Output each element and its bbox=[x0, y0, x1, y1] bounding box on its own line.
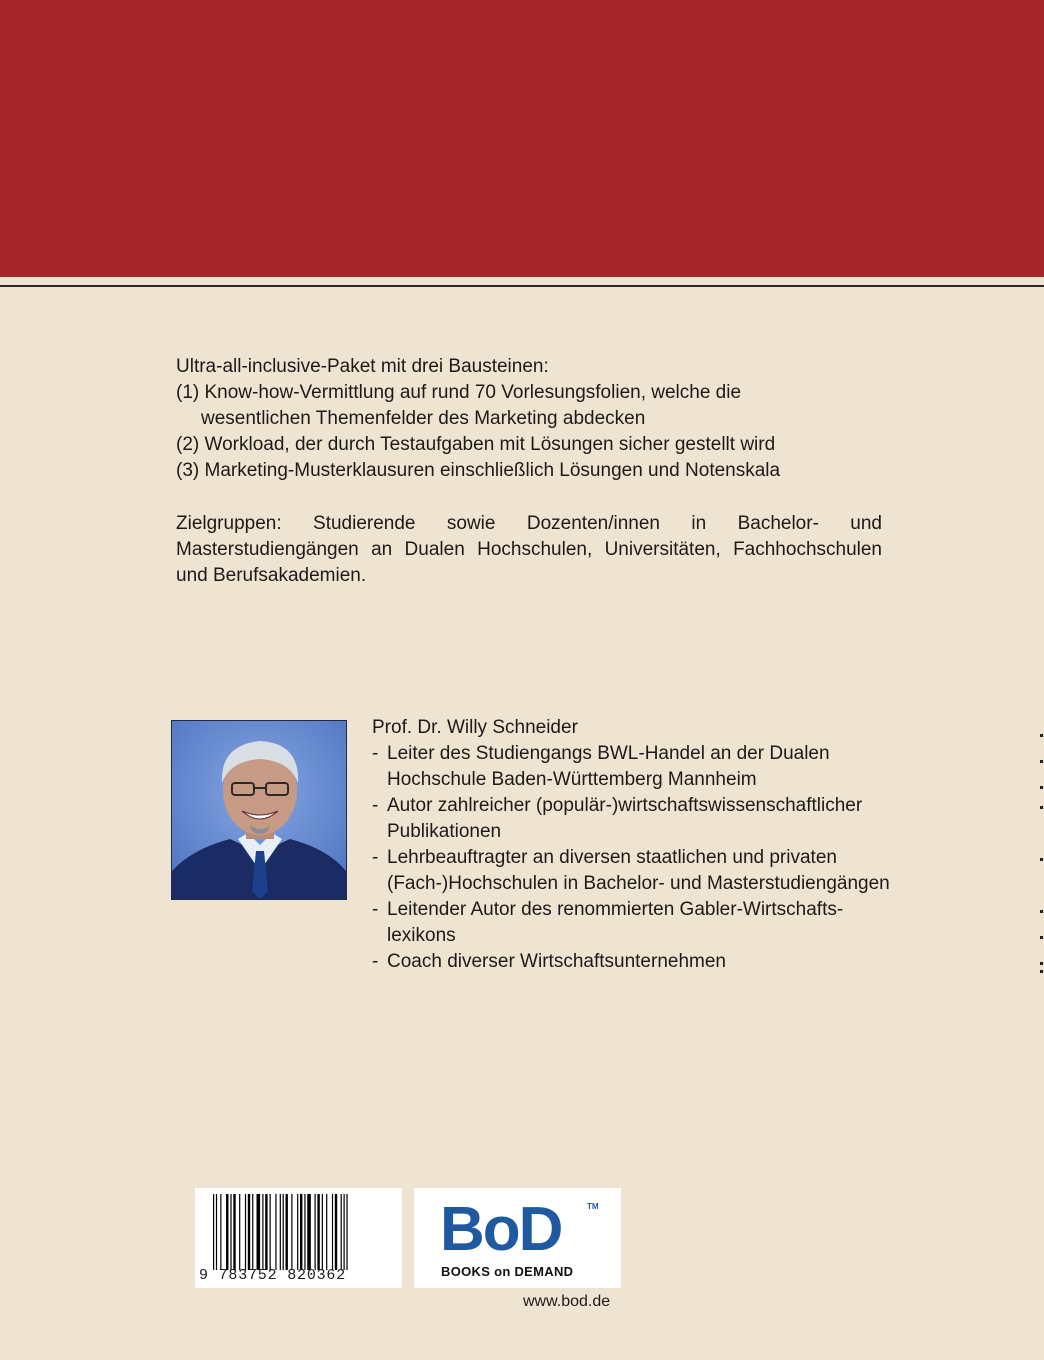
credential-item bbox=[372, 949, 892, 975]
barcode-bar bbox=[275, 1194, 276, 1270]
barcode-bar bbox=[270, 1194, 271, 1270]
credential-text: Leitender Autor des renommierten Gabler-Wirtschafts-lexikons bbox=[387, 899, 844, 946]
credential-text: Leiter des Studiengangs BWL-Handel an der Dualen Hochschule Baden-Württemberg Mannheim bbox=[387, 743, 830, 790]
credential-item bbox=[372, 793, 892, 845]
barcode-bar bbox=[322, 1194, 323, 1270]
barcode-bar bbox=[291, 1194, 292, 1270]
author-name: Prof. Dr. Willy Schneider bbox=[372, 717, 578, 738]
barcode-bar bbox=[239, 1194, 240, 1270]
barcode-bar bbox=[341, 1194, 342, 1270]
publisher-logo-box bbox=[414, 1188, 621, 1288]
barcode-bar bbox=[335, 1194, 337, 1270]
list-dash: - bbox=[372, 951, 379, 972]
barcode-bar bbox=[300, 1194, 302, 1270]
author-photo bbox=[171, 720, 347, 900]
author-credentials-list bbox=[372, 741, 892, 975]
barcode-bar bbox=[344, 1194, 345, 1270]
top-color-band bbox=[0, 0, 1044, 277]
publisher-tagline: BOOKS on DEMAND bbox=[441, 1264, 574, 1279]
barcode-bar bbox=[280, 1194, 281, 1270]
package-item-1-continued: wesentlichen Themenfelder des Marketing abdecken bbox=[201, 408, 646, 429]
barcode-bar bbox=[262, 1194, 263, 1270]
horizontal-rule bbox=[0, 285, 1044, 287]
target-groups-paragraph: Zielgruppen: Studierende sowie Dozenten/innen in Bachelor- und Masterstudiengängen an Dualen Hochschulen, Universitäten, Fachhochschulen und Berufsakademien. bbox=[176, 513, 882, 586]
barcode-bar bbox=[265, 1194, 267, 1270]
barcode-bar bbox=[226, 1194, 228, 1270]
list-dash: - bbox=[372, 743, 379, 764]
credential-item bbox=[372, 741, 892, 793]
barcode-bar bbox=[220, 1194, 221, 1270]
credential-text: Autor zahlreicher (populär-)wirtschaftswissenschaftlicher Publikationen bbox=[387, 795, 863, 842]
barcode-bar bbox=[317, 1194, 319, 1270]
isbn-digits: 9 783752 820362 bbox=[199, 1267, 347, 1284]
barcode-bar bbox=[283, 1194, 284, 1270]
list-dash: - bbox=[372, 847, 379, 868]
package-item-2: (2) Workload, der durch Testaufgaben mit Lösungen sicher gestellt wird bbox=[176, 434, 776, 455]
barcode-bar bbox=[213, 1194, 214, 1270]
credential-text: Coach diverser Wirtschaftsunternehmen bbox=[387, 951, 726, 972]
barcode-bar bbox=[326, 1194, 327, 1270]
barcode-bar bbox=[297, 1194, 298, 1270]
barcode-bar bbox=[230, 1194, 231, 1270]
barcode-bar bbox=[248, 1194, 250, 1270]
list-dash: - bbox=[372, 795, 379, 816]
credential-text: Lehrbeauftragter an diversen staatlichen und privaten (Fach-)Hochschulen in Bachelor- und Masterstudiengängen bbox=[387, 847, 890, 894]
barcode-bar bbox=[245, 1194, 246, 1270]
trademark-mark: TM bbox=[587, 1202, 599, 1211]
barcode-bar bbox=[286, 1194, 288, 1270]
package-item-1: (1) Know-how-Vermittlung auf rund 70 Vorlesungsfolien, welche die bbox=[176, 382, 742, 403]
package-item-3: (3) Marketing-Musterklausuren einschließlich Lösungen und Notenskala bbox=[176, 460, 781, 481]
package-heading: Ultra-all-inclusive-Paket mit drei Bausteinen: bbox=[176, 356, 549, 377]
barcode-bar bbox=[216, 1194, 217, 1270]
barcode-bar bbox=[307, 1194, 311, 1270]
isbn-barcode bbox=[195, 1188, 402, 1288]
barcode-bar bbox=[252, 1194, 253, 1270]
package-description bbox=[176, 354, 886, 484]
barcode-bar bbox=[332, 1194, 333, 1270]
credential-item bbox=[372, 897, 892, 949]
barcode-bars bbox=[213, 1194, 389, 1270]
author-portrait-image bbox=[172, 721, 346, 899]
credential-item bbox=[372, 845, 892, 897]
barcode-bar bbox=[346, 1194, 347, 1270]
barcode-bar bbox=[233, 1194, 235, 1270]
list-dash: - bbox=[372, 899, 379, 920]
author-bio bbox=[372, 715, 892, 975]
spine-edge-marks bbox=[1040, 730, 1044, 980]
publisher-url: www.bod.de bbox=[523, 1293, 611, 1310]
barcode-bar bbox=[304, 1194, 305, 1270]
barcode-bar bbox=[257, 1194, 261, 1270]
barcode-bar bbox=[315, 1194, 316, 1270]
bod-logo: BoD bbox=[440, 1195, 562, 1264]
